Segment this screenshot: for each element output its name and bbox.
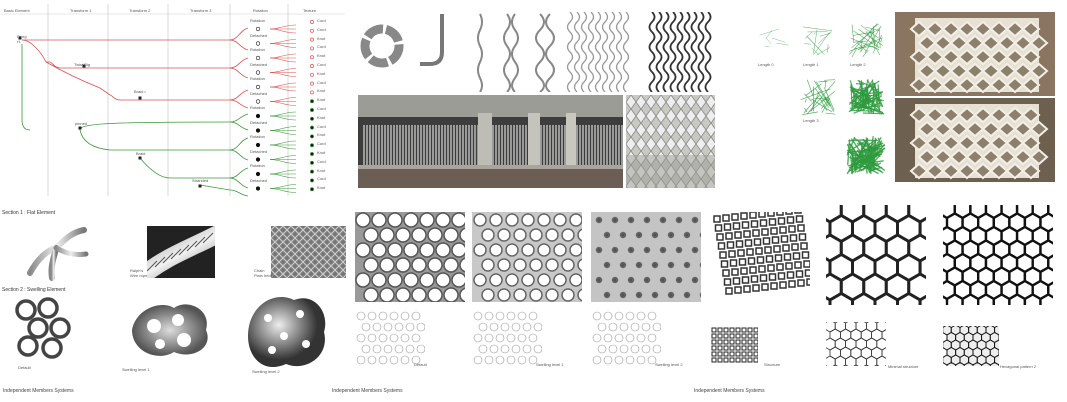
texture-label: Cord xyxy=(317,123,326,129)
flat-element-render xyxy=(20,218,95,283)
caption-chain: Chain Plain hedge xyxy=(254,268,276,278)
rotation-label: Rotation xyxy=(250,47,265,52)
lattice-wall-photo-2 xyxy=(895,98,1055,182)
node-stranded: Stranded xyxy=(192,178,209,183)
texture-label: Knot xyxy=(317,35,326,41)
caption-sys-structure: Structure xyxy=(764,362,781,367)
caption-wire-rope: Ralph's Wire rope xyxy=(130,268,148,278)
texture-label: Knot xyxy=(317,185,326,191)
caption-swelling-1: Swelling level 1 xyxy=(122,367,150,372)
system-swelling-2-render xyxy=(591,212,701,302)
footer-middle: Independent Members Systems xyxy=(332,388,403,394)
stage-length-3: Length 3 xyxy=(803,118,819,123)
header-basic-element: Basic Element xyxy=(4,8,30,13)
strip-sequence xyxy=(360,12,720,92)
section-2-label: Section 2 : Swelling Element xyxy=(2,287,66,293)
wire-rope-photo xyxy=(147,226,215,278)
texture-label: Knot xyxy=(317,70,326,76)
plan-default xyxy=(355,310,425,370)
rotation-label: Rotation xyxy=(250,18,265,23)
stage-length-2: Length 2 xyxy=(850,62,866,67)
plan-structure xyxy=(710,326,758,364)
hex-pattern-large-2 xyxy=(943,205,1053,305)
stage-length-1: Length 1 xyxy=(803,62,819,67)
rotation-label: Detached xyxy=(250,119,268,125)
rotation-label: Detached xyxy=(250,90,268,96)
caption-sys-swelling-1: Swelling level 1 xyxy=(536,362,564,367)
growth-diagrams xyxy=(756,15,891,190)
texture-label: Cord xyxy=(317,79,326,85)
rotation-label: Detached xyxy=(250,177,268,183)
node-pmrg: Pmrg r1 xyxy=(17,34,27,44)
rotation-label: Rotation xyxy=(250,105,265,110)
caption-sys-swelling-2: Swelling level 2 xyxy=(655,362,683,367)
header-transform-2: Transform 2 xyxy=(129,8,151,13)
rotation-label: Rotation xyxy=(250,134,265,139)
plan-swelling-2 xyxy=(591,310,661,370)
hex-plan-2 xyxy=(943,326,999,366)
rotation-label: Rotation xyxy=(250,76,265,81)
texture-label: Knot xyxy=(317,167,326,173)
swelling-level-1-render xyxy=(122,290,214,365)
section-1-label: Section 1 : Flat Element xyxy=(2,210,56,216)
hex-plan-1 xyxy=(826,322,886,366)
rotation-label: Detached xyxy=(250,61,268,67)
texture-label: Knot xyxy=(317,53,326,59)
node-pinned: pinned xyxy=(75,121,88,126)
lattice-wall-photo-1 xyxy=(895,12,1055,96)
texture-label: Knot xyxy=(317,88,326,94)
system-default-render xyxy=(355,212,465,302)
caption-swelling-2: Swelling level 2 xyxy=(252,369,280,374)
tree-diagram xyxy=(0,0,345,205)
rotation-label: Detached xyxy=(250,148,268,154)
swelling-level-2-render xyxy=(244,286,330,376)
texture-label: Knot xyxy=(317,132,326,138)
texture-label: Knot xyxy=(317,150,326,155)
footer-left: Independent Members Systems xyxy=(3,388,74,394)
header-transform-3: Transform 3 xyxy=(190,8,212,13)
building-facade-photo xyxy=(358,95,623,188)
texture-label: Cord xyxy=(317,26,326,32)
transformation-tree xyxy=(0,0,345,205)
texture-label: Cord xyxy=(317,141,326,147)
texture-label: Cord xyxy=(317,62,326,67)
texture-label: Cord xyxy=(317,106,326,111)
node-braid: Braid r xyxy=(134,89,146,94)
plan-swelling-1 xyxy=(472,310,542,370)
chain-mesh-photo xyxy=(271,226,346,278)
footer-right: Independent Members Systems xyxy=(694,388,765,394)
texture-label: Knot xyxy=(317,114,326,120)
rotation-label: Rotation xyxy=(250,163,265,168)
texture-label: Cord xyxy=(317,158,326,164)
header-transform-1: Transform 1 xyxy=(70,8,92,13)
node-braid-2: Braid xyxy=(136,151,146,156)
texture-label: Cord xyxy=(317,176,326,182)
caption-sys-default: Default xyxy=(414,362,427,367)
header-texture: Texture xyxy=(303,8,317,13)
system-structure-render xyxy=(710,212,810,302)
hex-pattern-large-1 xyxy=(826,205,926,305)
texture-label: Cord xyxy=(317,18,326,23)
caption-hex-2: Hexagonal pattern 2 xyxy=(1000,364,1037,369)
swelling-default-render xyxy=(8,290,78,360)
node-twist: Twist Big xyxy=(74,62,91,67)
header-rotation: Rotation xyxy=(253,8,268,13)
caption-hex-1: Minimal structure xyxy=(888,364,919,369)
caption-default: Default xyxy=(18,365,31,370)
stage-length-0: Length 0 xyxy=(758,62,774,67)
rotation-label: Detached xyxy=(250,32,268,38)
mesh-detail-photo xyxy=(626,95,715,188)
texture-label: Knot xyxy=(317,97,326,103)
system-swelling-1-render xyxy=(472,212,582,302)
texture-label: Cord xyxy=(317,44,326,50)
